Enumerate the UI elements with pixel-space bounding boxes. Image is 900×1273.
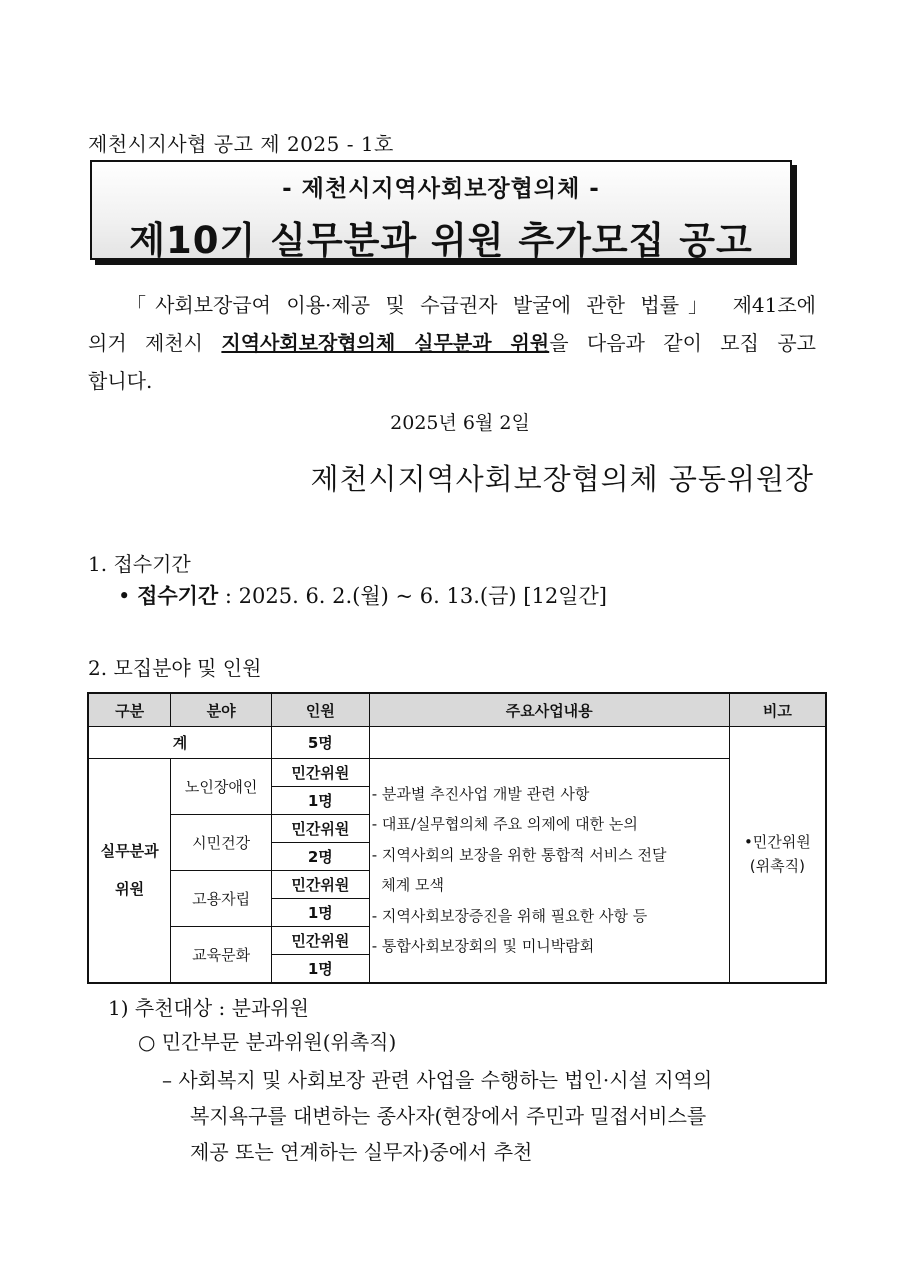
member-type: 민간위원 xyxy=(271,759,369,787)
reception-period xyxy=(118,580,607,610)
content-cell xyxy=(369,759,729,983)
intro-line-2-pre: 의거 제천시 xyxy=(88,331,222,355)
content-line: 체계 모색 xyxy=(371,876,444,895)
recommend-line-1: – 사회복지 및 사회보장 관련 사업을 수행하는 법인·시설 지역의 xyxy=(162,1068,713,1092)
intro-line-2-post: 을 다음과 같이 모집 공고 xyxy=(549,331,816,355)
section-2-heading: 2. 모집분야 및 인원 xyxy=(88,656,262,680)
recommend-detail xyxy=(162,1062,802,1170)
notice-date: 2025년 6월 2일 xyxy=(390,412,530,434)
document-number: 제천시지사협 공고 제 2025 - 1호 xyxy=(88,132,394,156)
header-note: 비고 xyxy=(729,693,826,727)
total-content-empty xyxy=(369,727,729,759)
group-cell xyxy=(88,759,171,983)
page-title: 제10기 실무분과 위원 추가모집 공고 xyxy=(129,219,753,262)
table-total-row xyxy=(88,727,826,759)
issuer-name: 제천시지역사회보장협의체 공동위원장 xyxy=(310,462,814,496)
intro-line-1: 「사회보장급여 이용·제공 및 수급권자 발굴에 관한 법률」 제41조에 xyxy=(126,293,816,317)
reception-value: : 2025. 6. 2.(월) ~ 6. 13.(금) [12일간] xyxy=(218,584,607,608)
member-count: 2명 xyxy=(271,843,369,871)
note-line-1: •민간위원 xyxy=(743,833,811,852)
recommend-item: ○ 민간부문 분과위원(위촉직) xyxy=(138,1030,397,1054)
recommend-heading: 1) 추천대상 : 분과위원 xyxy=(108,996,309,1020)
intro-emphasis: 지역사회보장협의체 실무분과 위원 xyxy=(221,331,550,355)
member-count: 1명 xyxy=(271,787,369,815)
intro-line-3: 합니다. xyxy=(88,369,153,393)
content-line: - 분과별 추진사업 개발 관련 사항 xyxy=(371,784,590,803)
intro-paragraph xyxy=(88,286,816,400)
total-label: 계 xyxy=(88,727,271,759)
member-count: 1명 xyxy=(271,955,369,983)
recommend-line-3: 제공 또는 연계하는 실무자)중에서 추천 xyxy=(190,1140,533,1164)
field-cell: 노인장애인 xyxy=(171,759,272,815)
group-line-2: 위원 xyxy=(115,880,145,899)
table-row xyxy=(88,759,826,787)
content-line: - 지역사회의 보장을 위한 통합적 서비스 전달 xyxy=(371,845,667,864)
header-content: 주요사업내용 xyxy=(369,693,729,727)
member-type: 민간위원 xyxy=(271,871,369,899)
title-box xyxy=(90,160,792,260)
field-cell: 시민건강 xyxy=(171,815,272,871)
header-field: 분야 xyxy=(171,693,272,727)
note-line-2: (위촉직) xyxy=(749,857,805,876)
header-category: 구분 xyxy=(88,693,171,727)
content-line: - 대표/실무협의체 주요 의제에 대한 논의 xyxy=(371,815,638,834)
section-1-heading: 1. 접수기간 xyxy=(88,552,191,576)
bullet-icon: • xyxy=(118,584,138,608)
member-type: 민간위원 xyxy=(271,927,369,955)
group-line-1: 실무분과 xyxy=(100,842,159,861)
member-count: 1명 xyxy=(271,899,369,927)
note-cell xyxy=(729,727,826,983)
field-cell: 고용자립 xyxy=(171,871,272,927)
content-line: - 지역사회보장증진을 위해 필요한 사항 등 xyxy=(371,906,648,925)
total-count: 5명 xyxy=(271,727,369,759)
recommend-line-2: 복지욕구를 대변하는 종사자(현장에서 주민과 밀접서비스를 xyxy=(190,1104,707,1128)
recruitment-table xyxy=(87,692,827,984)
member-type: 민간위원 xyxy=(271,815,369,843)
field-cell: 교육문화 xyxy=(171,927,272,983)
reception-label: 접수기간 xyxy=(137,584,219,608)
header-count: 인원 xyxy=(271,693,369,727)
content-line: - 통합사회보장회의 및 미니박람회 xyxy=(371,937,595,956)
title-subtitle: - 제천시지역사회보장협의체 - xyxy=(282,176,600,202)
intro-line-2 xyxy=(88,324,816,362)
table-header-row xyxy=(88,693,826,727)
